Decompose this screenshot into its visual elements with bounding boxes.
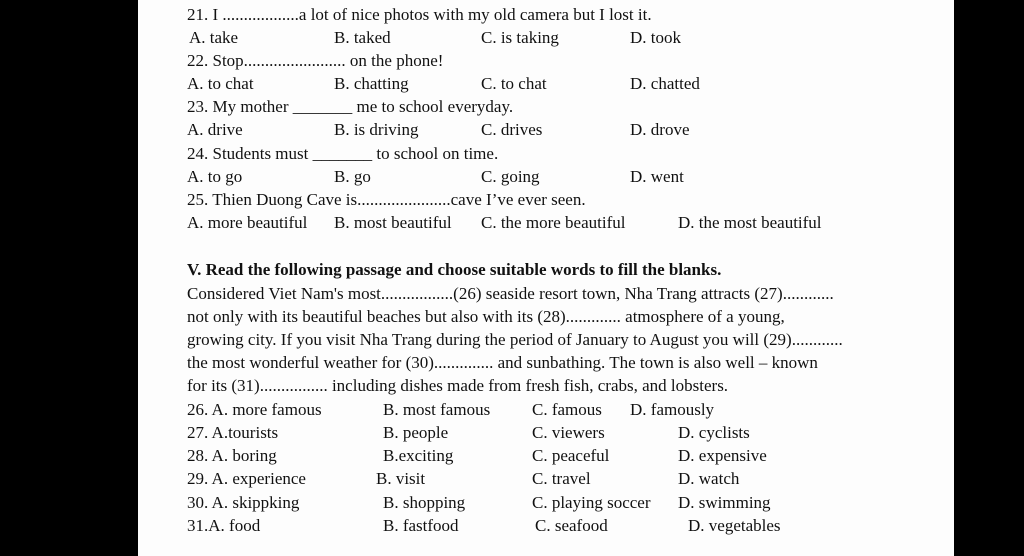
question-25-stem: 25. Thien Duong Cave is......................cave I’ve ever seen.: [187, 190, 586, 209]
q21-option-c: C. is taking: [481, 28, 559, 47]
q21-option-b: B. taked: [334, 28, 391, 47]
q29-option-b: B. visit: [376, 469, 426, 488]
q23-option-d: D. drove: [630, 120, 690, 139]
q26-option-d: D. famously: [630, 400, 715, 419]
q30-option-b: B. shopping: [383, 493, 466, 512]
q25-option-a: A. more beautiful: [187, 213, 308, 232]
q28-option-d: D. expensive: [678, 446, 767, 465]
question-23-stem: 23. My mother _______ me to school everyday.: [187, 97, 514, 116]
q31-option-b: B. fastfood: [383, 516, 459, 535]
q24-option-b: B. go: [334, 167, 371, 186]
q25-option-c: C. the more beautiful: [481, 213, 626, 232]
q27-option-d: D. cyclists: [678, 423, 750, 442]
q25-option-b: B. most beautiful: [334, 213, 452, 232]
q22-option-b: B. chatting: [334, 74, 409, 93]
passage-line-3: growing city. If you visit Nha Trang during the period of January to August you will (29)............: [187, 330, 843, 349]
question-22-stem: 22. Stop........................ on the phone!: [187, 51, 444, 70]
q22-option-c: C. to chat: [481, 74, 547, 93]
section-v-heading: V. Read the following passage and choose suitable words to fill the blanks.: [187, 260, 722, 279]
q26-option-b: B. most famous: [383, 400, 491, 419]
passage-line-1: Considered Viet Nam's most.................(26) seaside resort town, Nha Trang attracts (27)............: [187, 284, 834, 303]
q27-option-c: C. viewers: [532, 423, 605, 442]
q31-option-c: C. seafood: [535, 516, 608, 535]
q28-option-b: B.exciting: [383, 446, 454, 465]
passage-line-5: for its (31)................ including dishes made from fresh fish, crabs, and lobsters.: [187, 376, 729, 395]
q30-option-c: C. playing soccer: [532, 493, 651, 512]
q30-option-a: 30. A. skippking: [187, 493, 300, 512]
q29-option-d: D. watch: [678, 469, 740, 488]
worksheet-page: [138, 0, 954, 556]
q27-option-b: B. people: [383, 423, 449, 442]
q24-option-c: C. going: [481, 167, 540, 186]
q28-option-a: 28. A. boring: [187, 446, 277, 465]
q22-option-d: D. chatted: [630, 74, 700, 93]
q31-option-d: D. vegetables: [688, 516, 781, 535]
q28-option-c: C. peaceful: [532, 446, 610, 465]
q21-option-d: D. took: [630, 28, 681, 47]
q25-option-d: D. the most beautiful: [678, 213, 822, 232]
q29-option-c: C. travel: [532, 469, 591, 488]
q29-option-a: 29. A. experience: [187, 469, 306, 488]
q26-option-a: 26. A. more famous: [187, 400, 322, 419]
q27-option-a: 27. A.tourists: [187, 423, 279, 442]
q30-option-d: D. swimming: [678, 493, 771, 512]
q21-option-a: A. take: [189, 28, 239, 47]
passage-line-4: the most wonderful weather for (30).............. and sunbathing. The town is also well – known: [187, 353, 818, 372]
q23-option-c: C. drives: [481, 120, 543, 139]
q31-option-a: 31.A. food: [187, 516, 261, 535]
q22-option-a: A. to chat: [187, 74, 254, 93]
q23-option-a: A. drive: [187, 120, 243, 139]
q23-option-b: B. is driving: [334, 120, 419, 139]
question-21-stem: 21. I ..................a lot of nice photos with my old camera but I lost it.: [187, 5, 652, 24]
q26-option-c: C. famous: [532, 400, 602, 419]
passage-line-2: not only with its beautiful beaches but also with its (28)............. atmosphere of a young,: [187, 307, 785, 326]
q24-option-d: D. went: [630, 167, 684, 186]
q24-option-a: A. to go: [187, 167, 243, 186]
question-24-stem: 24. Students must _______ to school on time.: [187, 144, 499, 163]
